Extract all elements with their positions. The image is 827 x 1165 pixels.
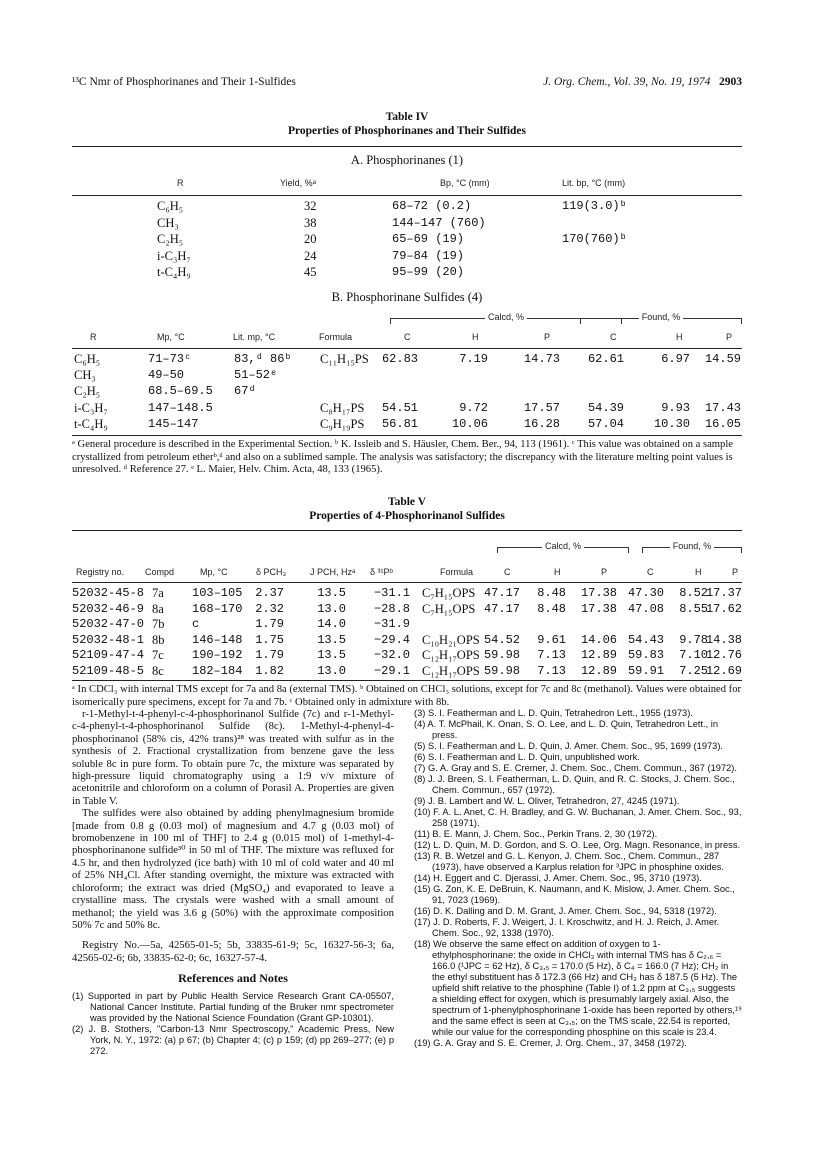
- cell-r: C₂H₅: [157, 232, 184, 246]
- reference-item: (2) J. B. Stothers, "Carbon-13 Nmr Spectroscopy," Academic Press, New York, N. Y., 1972: (a) p 67; (b) Chapter 4; (c) p 159; (d) pp 269–277; (e) p 272.: [72, 1023, 394, 1056]
- t5-col-pch3: δ PCH₃: [256, 567, 287, 577]
- cell-formula: C₁₂H₁₇OPS: [422, 648, 480, 663]
- table5-bottom-rule: [72, 680, 742, 681]
- cell-jpch: 13.5: [317, 632, 346, 647]
- cell-found-c: 54.43: [627, 632, 664, 647]
- t5-col-compd: Compd: [145, 567, 175, 577]
- cell-found-c: 57.04: [587, 416, 624, 431]
- table5-top-rule: [72, 530, 742, 531]
- table4-section-a: A. Phosphorinanes (1): [350, 153, 464, 167]
- cell-calc-h: 7.13: [537, 664, 566, 678]
- cell-compd: 7b: [152, 617, 165, 632]
- table4-b-col-calc-h: H: [472, 332, 479, 342]
- cell-registry: 52032-47-0: [72, 617, 145, 632]
- cell-pch3: 1.79: [255, 617, 284, 632]
- references-heading: References and Notes: [178, 971, 288, 986]
- cell-r: C₂H₅: [74, 384, 101, 399]
- cell-bp: 95–99 (20): [392, 265, 465, 279]
- reference-item: (19) G. A. Gray and S. E. Cremer, J. Org. Chem., 37, 3458 (1972).: [414, 1038, 687, 1048]
- cell-found-c: 59.91: [627, 664, 664, 678]
- cell-compd: 8c: [152, 664, 164, 678]
- table4-b-head-rule: [72, 348, 742, 349]
- cell-calc-h: 9.72: [459, 400, 488, 415]
- cell-found-p: 14.38: [705, 632, 742, 647]
- registry-numbers: Registry No.—5a, 42565-01-5; 5b, 33835-61-9; 5c, 16327-56-3; 6a, 42565-02-6; 6b, 33835-62-0; 6c, 16327-57-4.: [72, 939, 394, 964]
- reference-item: (18) We observe the same effect on addition of oxygen to 1-ethylphosphorinane: the oxide in CHCl₃ with internal TMS has δ C₂,₆ = 166.0 (¹JPC = 62 Hz), δ C₃,₅ = 170.0 (5 Hz), δ C₄ = 166.0 (7 Hz); CH₂ in the ethyl substituent has δ 172.3 (66 Hz) and CH₃ has δ 187.5 (5 Hz). The upfield shift relative to the phosphine (Table I) of 1.2 ppm at C₃,₅ suggests a shielding effect for oxygen, which is presumably largely axial. Also, the spectrum of 1-phenylphosphorinane 1-oxide has been reported by others,¹⁹ and the same effect is seen at C₃,₅; on the TMS scale, 22.54 is reported, while our value for the corresponding phosphine on this scale is 23.4.: [414, 939, 742, 1037]
- cell-calc-p: 12.89: [580, 664, 617, 678]
- cell-p31: −29.4: [373, 632, 410, 647]
- cell-formula: C₇H₁₅OPS: [422, 586, 476, 600]
- reference-item: (7) G. A. Gray and S. E. Cremer, J. Chem. Soc., Chem. Commun., 367 (1972).: [414, 763, 737, 773]
- cell-calc-p: 16.28: [523, 416, 560, 431]
- journal-citation: J. Org. Chem., Vol. 39, No. 19, 1974: [543, 76, 711, 88]
- cell-mp: 68.5–69.5: [148, 384, 213, 399]
- cell-jpch: 13.5: [317, 648, 346, 663]
- calcd-label: Calcd, %: [485, 312, 527, 322]
- cell-calc-c: 47.17: [483, 586, 520, 600]
- cell-compd: 8b: [152, 632, 165, 647]
- cell-p31: −31.9: [373, 617, 410, 632]
- table5-caption: Table V: [387, 496, 427, 508]
- cell-lit-bp: 170(760)ᵇ: [562, 232, 627, 246]
- cell-mp: 168–170: [192, 601, 243, 616]
- table4-a-col-litbp: Lit. bp, °C (mm): [562, 178, 626, 188]
- cell-found-p: 17.37: [705, 586, 742, 600]
- cell-calc-p: 14.73: [523, 352, 560, 366]
- cell-formula: C₁₀H₂₁OPS: [422, 632, 480, 647]
- cell-mp: 49–50: [148, 368, 185, 383]
- table5-calcd-brace: [497, 541, 629, 553]
- cell-calc-c: 47.17: [483, 601, 520, 616]
- cell-compd: 7a: [152, 586, 164, 600]
- table4-a-head-rule: [72, 195, 742, 196]
- cell-calc-c: 54.52: [483, 632, 520, 647]
- table4-b-col-r: R: [90, 332, 97, 342]
- table4-a-col-r: R: [177, 178, 184, 188]
- cell-formula: C₉H₁₉PS: [320, 416, 365, 431]
- table5-head-rule: [72, 582, 742, 583]
- cell-calc-h: 8.48: [537, 601, 566, 616]
- cell-formula: C₁₁H₁₅PS: [320, 352, 369, 366]
- t5-col-found-h: H: [695, 567, 702, 577]
- cell-yield: 32: [304, 199, 317, 213]
- cell-bp: 144–147 (760): [392, 215, 486, 230]
- cell-found-h: 8.55: [679, 601, 708, 616]
- t5-col-jpch: J PCH, Hzᵃ: [310, 567, 356, 577]
- cell-found-p: 12.76: [705, 648, 742, 663]
- cell-found-h: 6.97: [661, 352, 690, 366]
- found-label: Found, %: [639, 312, 684, 322]
- reference-item: (16) D. K. Dalling and D. M. Grant, J. Amer. Chem. Soc., 94, 5318 (1972).: [414, 906, 717, 916]
- cell-calc-h: 10.06: [451, 416, 488, 431]
- cell-r: i-C₃H₇: [74, 400, 108, 415]
- table4-a-col-yield: Yield, %ᵃ: [280, 178, 317, 188]
- cell-calc-h: 8.48: [537, 586, 566, 600]
- cell-found-h: 7.10: [679, 648, 708, 663]
- cell-found-p: 16.05: [704, 416, 741, 431]
- left-refs: [72, 991, 394, 1057]
- cell-r: t-C₄H₉: [157, 265, 191, 279]
- reference-item: (9) J. B. Lambert and W. L. Oliver, Tetrahedron, 27, 4245 (1971).: [414, 796, 680, 806]
- t5-col-found-c: C: [647, 567, 654, 577]
- cell-lit-mp: 83,ᵈ 86ᵇ: [234, 352, 292, 366]
- cell-found-c: 47.30: [627, 586, 664, 600]
- cell-yield: 38: [304, 215, 317, 230]
- cell-pch3: 2.37: [255, 586, 284, 600]
- table4-b-col-litmp: Lit. mp, °C: [233, 332, 276, 342]
- experimental-para-1: r-1-Methyl-t-4-phenyl-c-4-phosphorinanol Sulfide (7c) and r-1-Methyl-c-4-phenyl-t-4-phosphorinanol Sulfide (8c). 1-Methyl-4-phenyl-4-phosphorinanol (58% cis, 42% trans)²⁸ was treated with sulfur as in the synthesis of 2. Fractional crystallization from benzene gave the less soluble 8c in pure form. To obtain pure 7c, the mixture was separated by high-pressure liquid chromatography using a 1:9 v/v mixture of acetonitrile and chloroform on a column of Porasil A. Properties are given in Table V.: [72, 708, 394, 807]
- cell-mp: 147–148.5: [148, 400, 213, 415]
- cell-calc-c: 59.98: [483, 664, 520, 678]
- reference-item: (3) S. I. Featherman and L. D. Quin, Tetrahedron Lett., 1955 (1973).: [414, 708, 693, 718]
- t5-col-registry: Registry no.: [76, 567, 125, 577]
- cell-calc-c: 56.81: [381, 416, 418, 431]
- reference-item: (14) H. Eggert and C. Djerassi, J. Amer. Chem. Soc., 95, 3710 (1973).: [414, 873, 702, 883]
- cell-pch3: 2.32: [255, 601, 284, 616]
- cell-found-c: 62.61: [587, 352, 624, 366]
- cell-pch3: 1.82: [255, 664, 284, 678]
- t5-col-calc-p: P: [601, 567, 608, 577]
- reference-item: (5) S. I. Featherman and L. D. Quin, J. Amer. Chem. Soc., 95, 1699 (1973).: [414, 741, 724, 751]
- table4-a-col-bp: Bp, °C (mm): [440, 178, 490, 188]
- cell-r: t-C₄H₉: [74, 416, 108, 431]
- cell-pch3: 1.75: [255, 632, 284, 647]
- cell-r: C₆H₅: [157, 199, 184, 213]
- cell-registry: 52109-48-5: [72, 664, 145, 678]
- cell-jpch: 13.0: [317, 601, 346, 616]
- cell-mp: c: [192, 617, 200, 632]
- cell-r: C₆H₅: [74, 352, 101, 366]
- t5-found-label: Found, %: [670, 541, 715, 551]
- table4-section-b: B. Phosphorinane Sulfides (4): [331, 290, 483, 304]
- table5-footnote: ᵃ In CDCl₃ with internal TMS except for 7a and 8a (external TMS). ᵇ Obtained on CHCl₃ solutions, except for 7c and 8c (methanol). Values were obtained for isomerically pure specimens, except for 7a and 7b. ᶜ Obtained only in admixture with 8b.: [72, 684, 742, 708]
- reference-item: (8) J. J. Breen, S. I. Featherman, L. D. Quin, and R. C. Stocks, J. Chem. Soc., Chem. Commun., 657 (1972).: [414, 774, 735, 795]
- cell-calc-p: 17.38: [580, 601, 617, 616]
- cell-found-h: 9.93: [661, 400, 690, 415]
- cell-calc-p: 17.57: [523, 400, 560, 415]
- cell-yield: 24: [304, 248, 317, 263]
- table4-title: Properties of Phosphorinanes and Their Sulfides: [287, 125, 527, 137]
- cell-p31: −29.1: [373, 664, 410, 678]
- cell-found-c: 54.39: [587, 400, 624, 415]
- t5-col-p31: δ ³¹Pᵇ: [370, 567, 393, 577]
- cell-r: CH₃: [157, 215, 179, 230]
- cell-formula: C₁₂H₁₇OPS: [422, 664, 480, 678]
- t5-col-found-p: P: [732, 567, 739, 577]
- reference-item: (17) J. D. Roberts, F. J. Weigert, J. I. Kroschwitz, and H. J. Reich, J. Amer. Chem. Soc., 92, 1338 (1970).: [414, 917, 720, 938]
- t5-col-calc-c: C: [504, 567, 511, 577]
- reference-item: (11) B. E. Mann, J. Chem. Soc., Perkin Trans. 2, 30 (1972).: [414, 829, 658, 839]
- table4-b-col-calc-p: P: [544, 332, 551, 342]
- t5-calcd-label: Calcd, %: [542, 541, 584, 551]
- cell-yield: 20: [304, 232, 317, 246]
- t5-col-mp: Mp, °C: [200, 567, 228, 577]
- reference-item: (4) A. T. McPhail, K. Onan, S. O. Lee, and L. D. Quin, Tetrahedron Lett., in press.: [414, 719, 719, 740]
- cell-mp: 145–147: [148, 416, 199, 431]
- cell-registry: 52032-46-9: [72, 601, 145, 616]
- cell-calc-c: 59.98: [483, 648, 520, 663]
- experimental-para-2: The sulfides were also obtained by adding phenylmagnesium bromide [made from 0.8 g (0.03 mol) of magnesium and 4.7 g (0.03 mol) of bromobenzene in 100 ml of THF] to 2.4 g (0.015 mol) of 1-methyl-4-phosphorinanone sulfide³⁰ in 50 ml of THF. The mixture was refluxed for 4.5 hr, and then hydrolyzed (ice bath) with 10 ml of cold water and 40 ml of 25% NH₄Cl. After standing overnight, the mixture was extracted with chloroform; the extract was dried (MgSO₄) and evaporated to leave a crystalline mass. The crystals were washed with a small amount of methanol; the yield was 3.6 g (50%) with the approximate composition 50% 7c and 50% 8c.: [72, 807, 394, 931]
- cell-found-c: 47.08: [627, 601, 664, 616]
- cell-lit-mp: 51–52ᵉ: [234, 368, 278, 383]
- left-column: [72, 708, 394, 1057]
- reference-item: (13) R. B. Wetzel and G. L. Kenyon, J. Chem. Soc., Chem. Commun., 287 (1973), have observed a Karplus relation for ³JPC in phosphine oxides.: [414, 851, 724, 872]
- reference-item: (6) S. I. Featherman and L. D. Quin, unpublished work.: [414, 752, 640, 762]
- cell-p31: −32.0: [373, 648, 410, 663]
- table5-found-brace: [642, 541, 742, 553]
- cell-bp: 79–84 (19): [392, 248, 465, 263]
- header-journal: [543, 76, 742, 88]
- reference-item: (1) Supported in part by Public Health Service Research Grant CA-05507, National Cancer Institute. Partial funding of the Bruker nmr spectrometer was provided by the National Science Foundation (Grant GP-10301).: [72, 990, 394, 1023]
- cell-found-p: 14.59: [704, 352, 741, 366]
- t5-col-formula: Formula: [440, 567, 474, 577]
- cell-found-h: 7.25: [679, 664, 708, 678]
- t5-col-calc-h: H: [554, 567, 561, 577]
- cell-jpch: 14.0: [317, 617, 346, 632]
- cell-registry: 52032-48-1: [72, 632, 145, 647]
- cell-found-p: 12.69: [705, 664, 742, 678]
- cell-registry: 52032-45-8: [72, 586, 145, 600]
- header-title: ¹³C Nmr of Phosphorinanes and Their 1-Sulfides: [72, 76, 296, 88]
- cell-calc-p: 17.38: [580, 586, 617, 600]
- cell-mp: 71–73ᶜ: [148, 352, 192, 366]
- cell-mp: 190–192: [192, 648, 243, 663]
- table4-b-col-calc-c: C: [404, 332, 411, 342]
- cell-jpch: 13.0: [317, 664, 346, 678]
- journal-page: [72, 0, 742, 1165]
- table4-caption: Table IV: [385, 111, 429, 123]
- cell-yield: 45: [304, 265, 317, 279]
- cell-compd: 8a: [152, 601, 164, 616]
- cell-lit-mp: 67ᵈ: [234, 384, 256, 399]
- cell-p31: −28.8: [373, 601, 410, 616]
- cell-bp: 65–69 (19): [392, 232, 465, 246]
- cell-calc-h: 7.19: [459, 352, 488, 366]
- table4-b-col-mp: Mp, °C: [157, 332, 185, 342]
- cell-r: CH₃: [74, 368, 96, 383]
- right-references: [414, 708, 742, 1049]
- cell-jpch: 13.5: [317, 586, 346, 600]
- cell-formula: C₇H₁₅OPS: [422, 601, 476, 616]
- cell-p31: −31.1: [373, 586, 410, 600]
- table5-title: Properties of 4-Phosphorinanol Sulfides: [309, 510, 505, 522]
- table4-top-rule: [72, 146, 742, 147]
- cell-found-p: 17.43: [704, 400, 741, 415]
- reference-item: (10) F. A. L. Anet, C. H. Bradley, and G. W. Buchanan, J. Amer. Chem. Soc., 93, 258 (1971).: [414, 807, 742, 828]
- cell-found-c: 59.83: [627, 648, 664, 663]
- cell-lit-bp: 119(3.0)ᵇ: [562, 199, 627, 213]
- cell-calc-h: 9.61: [537, 632, 566, 647]
- cell-calc-p: 14.06: [580, 632, 617, 647]
- cell-found-p: 17.62: [705, 601, 742, 616]
- table4-b-col-found-h: H: [676, 332, 683, 342]
- cell-found-h: 10.30: [653, 416, 690, 431]
- cell-mp: 182–184: [192, 664, 243, 678]
- cell-bp: 68–72 (0.2): [392, 199, 472, 213]
- cell-compd: 7c: [152, 648, 164, 663]
- cell-registry: 52109-47-4: [72, 648, 145, 663]
- table4-footnote: ᵃ General procedure is described in the Experimental Section. ᵇ K. Issleib and S. Häusler, Chem. Ber., 94, 113 (1961). ᶜ This value was obtained on a sample crystallized from petroleum etherᵇ,ᵈ and also on a sublimed sample. The analysis was satisfactory; the discrepancy with the literature melting point values is unresolved. ᵈ Reference 27. ᵉ L. Maier, Helv. Chim. Acta, 48, 133 (1965).: [72, 439, 733, 476]
- cell-pch3: 1.79: [255, 648, 284, 663]
- table4-b-col-found-c: C: [610, 332, 617, 342]
- cell-mp: 146–148: [192, 632, 243, 647]
- page-number: 2903: [719, 76, 742, 88]
- cell-r: i-C₃H₇: [157, 248, 191, 263]
- reference-item: (12) L. D. Quin, M. D. Gordon, and S. O. Lee, Org. Magn. Resonance, in press.: [414, 840, 741, 850]
- table4-found-brace: [580, 312, 742, 324]
- table4-b-col-formula: Formula: [319, 332, 353, 342]
- cell-calc-h: 7.13: [537, 648, 566, 663]
- cell-calc-c: 54.51: [381, 400, 418, 415]
- cell-formula: C₈H₁₇PS: [320, 400, 365, 415]
- reference-item: (15) G. Zon, K. E. DeBruin, K. Naumann, and K. Mislow, J. Amer. Chem. Soc., 91, 7023 (1969).: [414, 884, 735, 905]
- table4-b-col-found-p: P: [726, 332, 733, 342]
- table4-bottom-rule: [72, 435, 742, 436]
- cell-mp: 103–105: [192, 586, 243, 600]
- cell-calc-c: 62.83: [381, 352, 418, 366]
- cell-found-h: 9.78: [679, 632, 708, 647]
- cell-calc-p: 12.89: [580, 648, 617, 663]
- cell-found-h: 8.52: [679, 586, 708, 600]
